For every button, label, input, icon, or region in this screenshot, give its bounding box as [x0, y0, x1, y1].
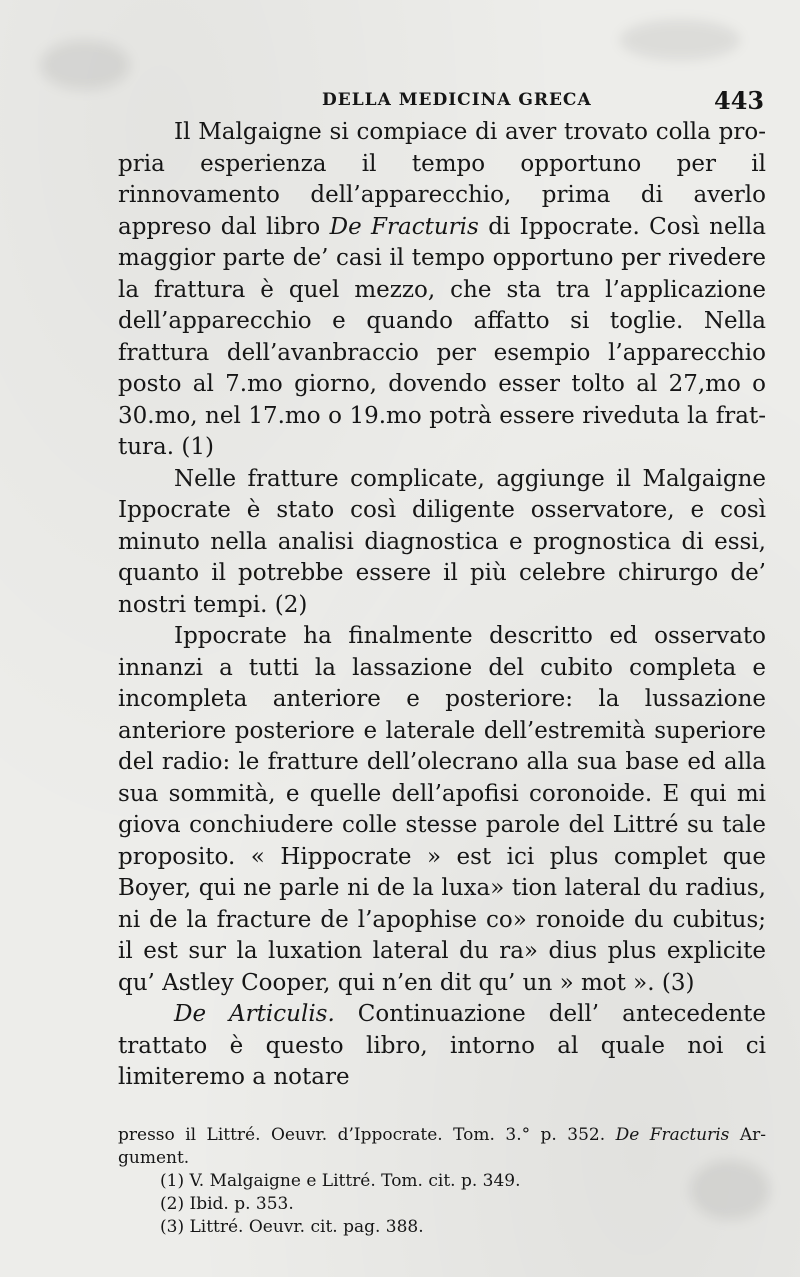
paragraph — [118, 464, 766, 622]
italic-title: De Fracturis — [329, 213, 479, 240]
paper-stain — [620, 20, 740, 60]
footnote-continuation — [118, 1124, 766, 1170]
text-run: Nelle fratture complicate, aggiunge il Malgaigne Ippocrate è stato così diligente osservatore, e così minuto nella analisi diagnostica e prognostica di essi, quanto il potrebbe essere il più celebre chirurgo de’ nostri tempi. (2) — [118, 465, 766, 618]
italic-title: De Articulis. — [174, 1001, 335, 1027]
text-run: Il Malgaigne si compiace di aver trovato colla propria esperienza il tempo opportuno per il rinnovamento dell’apparecchio, prima di averlo appreso dal libro — [118, 119, 766, 240]
footnotes — [118, 1124, 766, 1239]
text-run: Continuazione dell’ antecedente trattato è questo libro, intorno al quale noi ci limiteremo a notare — [118, 1001, 766, 1090]
text-run: di Ippocrate. Così nella maggior parte de’ casi il tempo opportuno per rivedere la frattura è quel mezzo, che sta tra l’applicazione dell’apparecchio e quando affatto si toglie. Nella frattura dell’avanbraccio per esempio l’apparecchio posto al 7.mo giorno, dovendo esser tolto al 27,mo o 30.mo, nel 17.mo o 19.mo potrà essere riveduta la frattura. (1) — [118, 213, 766, 460]
footnote-2: (2) Ibid. p. 353. — [160, 1194, 294, 1214]
paper-stain — [40, 40, 130, 90]
text-run: presso il Littré. Oeuvr. d’Ippocrate. Tom. 3.° p. 352. — [118, 1125, 616, 1145]
paragraph — [118, 621, 766, 999]
page-number: 443 — [714, 86, 765, 115]
page-header — [0, 86, 800, 116]
running-title: DELLA MEDICINA GRECA — [322, 90, 592, 110]
text-run: Argument. — [118, 1125, 766, 1168]
footnote-3: (3) Littré. Oeuvr. cit. pag. 388. — [160, 1217, 424, 1237]
italic-title: De Fracturis — [615, 1125, 730, 1145]
footnote-1: (1) V. Malgaigne e Littré. Tom. cit. p. 349. — [160, 1171, 521, 1191]
text-run: Ippocrate ha finalmente descritto ed osservato innanzi a tutti la lassazione del cubito completa e incompleta anteriore e posteriore: la lussazione anteriore posteriore e laterale dell’estremità superiore del radio: le fratture dell’olecrano alla sua base ed alla sua sommità, e quelle dell’apofisi coronoide. E qui mi giova conchiudere colle stesse parole del Littré su tale proposito. « Hippocrate » est ici plus complet que Boyer, qui ne parle ni de la luxa» tion lateral du radius, ni de la fracture de l’apophise co» ronoide du cubitus; il est sur la luxation lateral du ra» dius plus explicite qu’ Astley Cooper, qui n’en dit qu’ un » mot ». (3) — [118, 623, 766, 996]
paragraph — [118, 999, 766, 1094]
paragraph — [118, 117, 766, 464]
main-text — [118, 117, 766, 1094]
